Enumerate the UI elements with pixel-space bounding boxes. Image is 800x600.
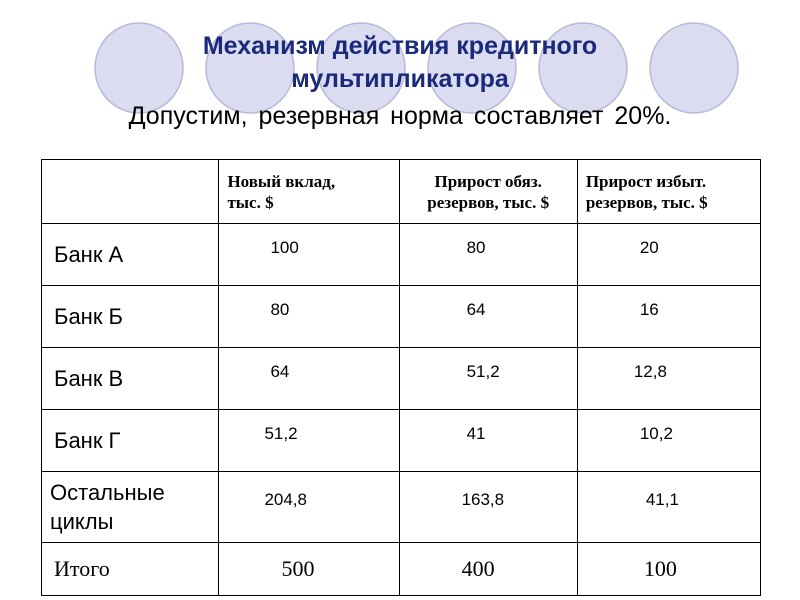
cell-excess: 41,1 (645, 490, 679, 509)
header-required-line2: резервов, тыс. $ (427, 192, 550, 212)
row-label-line1: Остальные (50, 480, 165, 505)
table-row (42, 348, 761, 410)
table-total-row (42, 543, 761, 596)
header-deposit-line2: тыс. $ (227, 192, 274, 212)
cell-excess: 10,2 (639, 423, 673, 443)
slide-title (0, 30, 800, 96)
header-deposit-line1: Новый вклад, (227, 171, 336, 191)
total-label: Итого (54, 556, 110, 581)
cell-required: 163,8 (461, 490, 505, 509)
cell-deposit: 51,2 (264, 423, 298, 443)
cell-required: 51,2 (466, 361, 500, 381)
slide-header (0, 30, 800, 132)
table-row (42, 224, 761, 286)
slide-title-line1: Механизм действия кредитного (202, 32, 598, 60)
header-excess-line1: Прирост избыт. (585, 171, 707, 191)
header-cell-deposit (219, 160, 399, 224)
row-label-line2: циклы (50, 509, 114, 534)
row-label: Банк В (54, 365, 124, 391)
cell-required: 64 (466, 299, 486, 319)
cell-excess: 12,8 (633, 361, 667, 381)
multiplier-table (41, 159, 761, 596)
cell-required: 41 (466, 423, 486, 443)
header-cell-required (399, 160, 577, 224)
cell-deposit: 64 (270, 361, 290, 381)
total-required: 400 (461, 556, 495, 581)
cell-excess: 20 (639, 237, 659, 257)
slide-subtitle: Допустим, резервная норма составляет 20%. (128, 102, 672, 130)
row-label: Банк А (54, 241, 124, 267)
cell-excess: 16 (639, 299, 659, 319)
total-excess: 100 (643, 556, 677, 581)
table-row (42, 472, 761, 543)
slide-title-line2: мультипликатора (291, 65, 509, 93)
header-excess-line2: резервов, тыс. $ (585, 192, 708, 212)
cell-deposit: 80 (270, 299, 290, 319)
row-label: Банк Г (54, 427, 121, 453)
table-header-row (42, 160, 761, 224)
total-deposit: 500 (281, 556, 315, 581)
cell-deposit: 204,8 (264, 490, 307, 509)
cell-required: 80 (466, 237, 486, 257)
header-empty-cell (42, 160, 219, 224)
header-required-line1: Прирост обяз. (434, 171, 542, 191)
table-row (42, 410, 761, 472)
header-cell-excess (577, 160, 760, 224)
table-row (42, 286, 761, 348)
cell-deposit: 100 (270, 237, 299, 257)
row-label: Банк Б (54, 303, 123, 329)
